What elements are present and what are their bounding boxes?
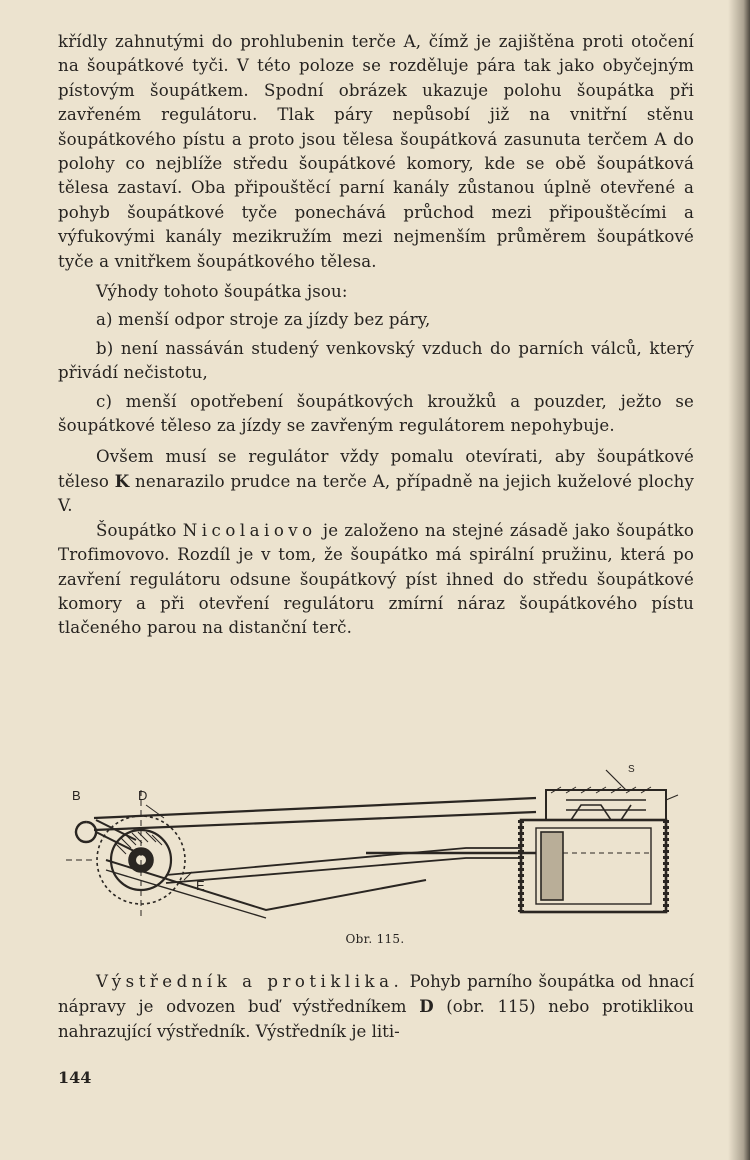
regulator-label-k: K: [114, 470, 130, 491]
advantage-item-c: c) menší opotřebení šoupátkových kroužků a pouzder, ježto se šoupátkové těleso za jízdy se zavřeným regulátorem nepohybuje.: [58, 391, 694, 436]
paragraph-slide-valve-position: křídly zahnutými do prohlubenin terče A, čímž je zajištěna proti otočení na šoupátkové tyči. V této poloze se rozděluje pára tak jako obyčejným pístovým šoupátkem. Spodní obrázek ukazuje polohu šoupátka při zavřeném regulátoru. Tlak páry nepůsobí již na vnitřní stěnu šoupátkového pístu a proto jsou tělesa šoupátková zasunuta terčem A do polohy co nejblíže středu šoupátkové komory, kde se obě šoupátková tělesa zastaví. Oba připouštěcí parní kanály zůstanou úplně otevřené a pohyb šoupátkové tyče ponechává průchod mezi připouštěcími a výfukovými kanály mezikružím mezi nejmenším průměrem šoupátkové tyče a vnitřkem šoupátkového tělesa.: [58, 32, 694, 271]
section-heading-eccentric: Výstředník a protiklika.: [96, 972, 404, 991]
nicolai-name: Nicolaiovo: [182, 520, 317, 540]
crank-pin: [76, 822, 96, 842]
eccentric-text-end: (obr. 115) nebo protiklikou nahrazující výstředník. Výstředník je liti-: [58, 997, 694, 1041]
nicolai-intro: Šoupátko: [96, 520, 183, 540]
figure-label-b: B: [72, 788, 81, 803]
advantage-item-a: a) menší odpor stroje za jízdy bez páry,: [96, 310, 431, 330]
page-number: 144: [58, 1068, 92, 1087]
eccentric-text-start: Pohyb parního šoupátka od hnací nápravy je odvozen buď výstředníkem: [58, 972, 694, 1017]
paragraph-nicolai: [58, 519, 694, 641]
body-text-top: [58, 30, 694, 641]
figure-label-e: E: [196, 878, 205, 893]
page-edge-shadow: [728, 0, 750, 1160]
piston-head: [541, 832, 563, 900]
paragraph-regulator: [58, 445, 694, 519]
body-text-bottom: [58, 970, 694, 1044]
figure-label-d: D: [138, 788, 148, 803]
figure-caption: Obr. 115.: [345, 932, 405, 946]
paragraph-advantages-intro: Výhody tohoto šoupátka jsou:: [96, 282, 348, 302]
figure-label-s: S: [628, 764, 635, 775]
regulator-text-start: Ovšem musí se regulátor vždy pomalu otevírati, aby šoupátkové těleso: [58, 446, 694, 491]
regulator-text-end: nenarazilo prudce na terče A, případně na jejich kuželové plochy V.: [58, 471, 694, 516]
slide-valve-chest: [546, 790, 666, 820]
figure-115-drawing: [66, 760, 686, 930]
eccentric-label-d: D: [419, 996, 434, 1017]
advantage-item-b: b) není nassáván studený venkovský vzduch do parních válců, který přivádí nečistotu,: [58, 338, 694, 383]
paragraph-eccentric: [58, 970, 694, 1044]
nicolai-description: je založeno na stejné zásadě jako šoupátko Trofimovovo. Rozdíl je v tom, že šoupátko má spirální pružinu, která po zavření regulátoru odsune šoupátkový píst ihned do středu šoupátkové komory a při otevření regulátoru zmírní náraz šoupátkového pístu tlačeného parou na distanční terč.: [58, 520, 694, 638]
